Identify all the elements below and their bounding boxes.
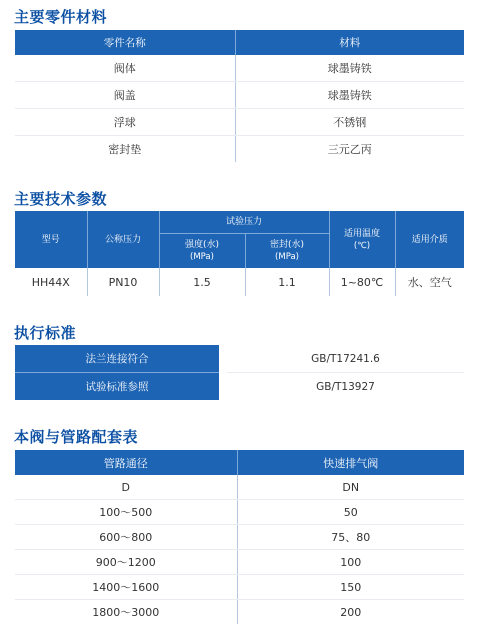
column-header-strength bbox=[159, 234, 245, 269]
column-header-pipe-diameter: 管路通径 bbox=[15, 450, 237, 475]
material-cell: 球墨铸铁 bbox=[235, 55, 464, 82]
strength-cell: 1.5 bbox=[159, 268, 245, 296]
temperature-header-unit: (℃) bbox=[353, 240, 371, 251]
column-header-seal bbox=[245, 234, 329, 269]
tech-params-table bbox=[15, 211, 464, 296]
part-name-cell: 阀盖 bbox=[15, 82, 235, 109]
seal-header-line1: 密封(水) bbox=[269, 240, 305, 250]
table-row bbox=[15, 136, 464, 163]
valve-size-cell: 200 bbox=[340, 605, 362, 619]
standard-label-cell: 法兰连接符合 bbox=[15, 345, 219, 373]
standard-value-cell: GB/T13927 bbox=[316, 380, 375, 393]
matching-section-title: 本阀与管路配套表 bbox=[14, 428, 139, 446]
standard-section-title: 执行标准 bbox=[14, 324, 77, 342]
valve-size-cell: DN bbox=[237, 475, 464, 500]
table-header-row bbox=[15, 450, 464, 475]
seal-header-unit: (MPa) bbox=[275, 252, 299, 262]
spacer bbox=[219, 345, 227, 373]
column-header-exhaust-valve: 快速排气阀 bbox=[237, 450, 464, 475]
parts-material-table bbox=[15, 30, 464, 162]
material-cell: 不锈钢 bbox=[235, 109, 464, 136]
pipe-matching-table bbox=[15, 450, 464, 624]
part-name-cell: 阀体 bbox=[15, 55, 235, 82]
pipe-diameter-cell: 1800～3000 bbox=[15, 600, 237, 625]
standard-value-cell: GB/T17241.6 bbox=[227, 345, 464, 373]
column-header-material: 材料 bbox=[235, 30, 464, 55]
temperature-cell: 1~80℃ bbox=[329, 268, 395, 296]
pipe-diameter-cell: D bbox=[15, 475, 237, 500]
table-row bbox=[15, 475, 464, 500]
medium-cell: 水、空气 bbox=[407, 276, 452, 289]
parts-section-title: 主要零件材料 bbox=[14, 8, 108, 26]
pipe-diameter-cell: 1400～1600 bbox=[15, 575, 237, 600]
pipe-diameter-cell: 600～800 bbox=[15, 525, 237, 550]
table-row bbox=[15, 550, 464, 575]
column-header-temperature bbox=[329, 211, 395, 268]
table-row bbox=[15, 109, 464, 136]
pipe-diameter-cell: 100～500 bbox=[15, 500, 237, 525]
table-row bbox=[15, 268, 464, 296]
valve-size-cell: 50 bbox=[237, 500, 464, 525]
nominal-pressure-cell: PN10 bbox=[87, 268, 159, 296]
table-header-row bbox=[15, 30, 464, 55]
part-name-cell: 密封垫 bbox=[15, 136, 235, 163]
model-cell: HH44X bbox=[15, 268, 87, 296]
table-header-row bbox=[15, 211, 464, 234]
table-row bbox=[15, 600, 464, 625]
table-row bbox=[15, 525, 464, 550]
part-name-cell: 浮球 bbox=[15, 109, 235, 136]
material-cell: 球墨铸铁 bbox=[235, 82, 464, 109]
table-row bbox=[15, 345, 464, 373]
table-row bbox=[15, 373, 464, 401]
table-row bbox=[15, 82, 464, 109]
table-row bbox=[15, 500, 464, 525]
column-header-nominal-pressure: 公称压力 bbox=[87, 211, 159, 268]
column-header-medium: 适用介质 bbox=[395, 211, 464, 268]
column-header-model: 型号 bbox=[15, 211, 87, 268]
table-row bbox=[15, 55, 464, 82]
temperature-header-line1: 适用温度 bbox=[344, 228, 381, 239]
column-header-test-pressure: 试验压力 bbox=[159, 211, 329, 234]
spacer bbox=[219, 373, 227, 401]
valve-size-cell: 150 bbox=[237, 575, 464, 600]
tech-section-title: 主要技术参数 bbox=[14, 190, 108, 208]
table-row bbox=[15, 575, 464, 600]
valve-size-cell: 100 bbox=[237, 550, 464, 575]
pipe-diameter-cell: 900～1200 bbox=[15, 550, 237, 575]
seal-cell: 1.1 bbox=[245, 268, 329, 296]
standard-table bbox=[15, 345, 464, 400]
strength-header-line1: 强度(水) bbox=[184, 240, 220, 250]
strength-header-unit: (MPa) bbox=[190, 252, 214, 262]
material-cell: 三元乙丙 bbox=[327, 143, 372, 156]
valve-size-cell: 75、80 bbox=[237, 525, 464, 550]
column-header-part-name: 零件名称 bbox=[15, 30, 235, 55]
standard-label-cell: 试验标准参照 bbox=[15, 373, 219, 401]
